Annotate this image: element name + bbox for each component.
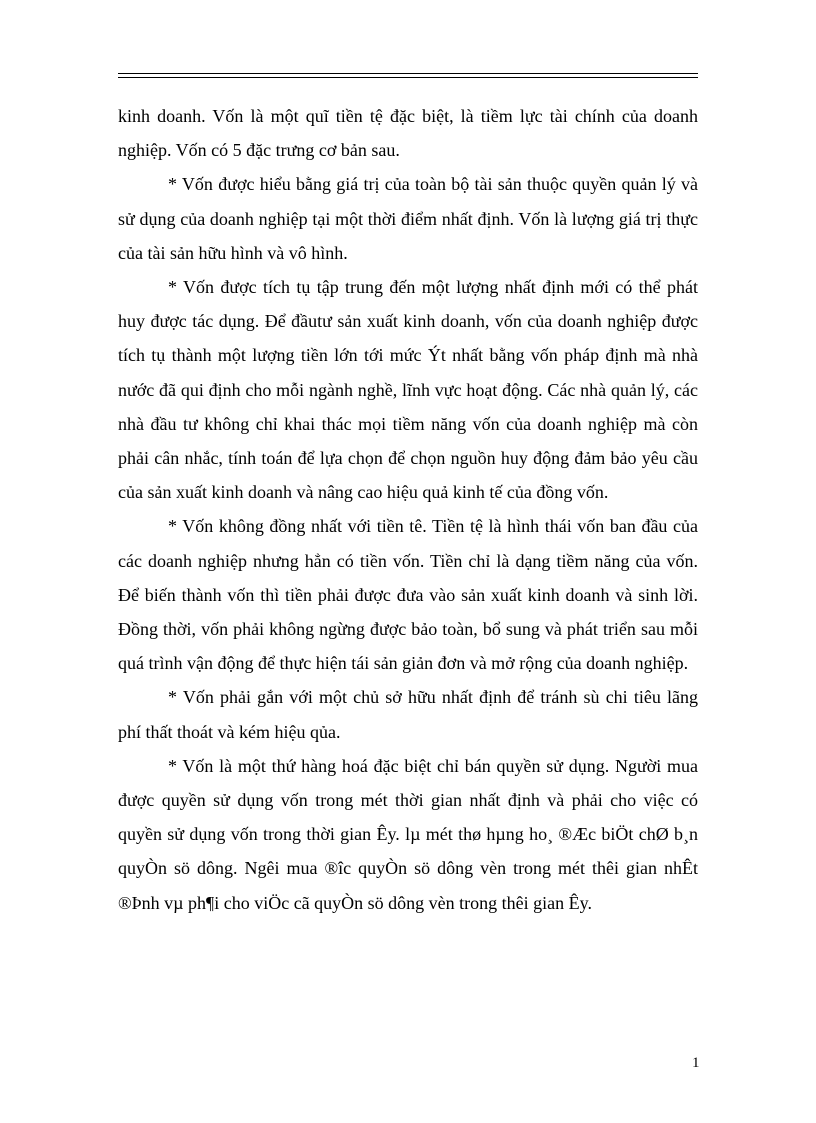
header-rule-top (118, 73, 698, 74)
paragraph-5: * Vốn phải gắn với một chủ sở hữu nhất định để tránh sù chi tiêu lãng phí thất thoát và kém hiệu qủa. (118, 687, 698, 742)
paragraph-4: * Vốn không đồng nhất với tiền tê. Tiền tệ là hình thái vốn ban đầu của các doanh nghiệp nhưng hẳn có tiền vốn. Tiền chỉ là dạng tiềm năng của vốn. Để biến thành vốn thì tiền phải được đưa vào sản xuất kinh doanh và sinh lời. Đồng thời, vốn phải không ngừng được bảo toàn, bổ sung và phát triển sau mỗi quá trình vận động để thực hiện tái sản giản đơn và mở rộng của doanh nghiệp. (118, 516, 698, 674)
paragraph-3: * Vốn được tích tụ tập trung đến một lượng nhất định mới có thể phát huy được tác dụng. Để đầutư sản xuất kinh doanh, vốn của doanh nghiệp được tích tụ thành một lượng tiền lớn tới mức Ýt nhất bằng vốn pháp định mà nhà nước đã qui định cho mỗi ngành nghề, lĩnh vực hoạt động. Các nhà quản lý, các nhà đầu tư không chỉ khai thác mọi tiềm năng vốn của doanh nghiệp mà còn phải cân nhắc, tính toán để lựa chọn để chọn nguồn huy động đảm bảo yêu cầu của sản xuất kinh doanh và nâng cao hiệu quả kinh tế của đồng vốn. (118, 277, 698, 503)
paragraph-6: * Vốn là một thứ hàng hoá đặc biệt chỉ bán quyền sử dụng. Người mua được quyền sử dụng vốn trong mét thời gian nhất định và phải cho việc có quyền sử dụng vốn trong thời gian Êy. lµ mét thø hµng ho¸ ®Æc biÖt chØ b¸n quyÒn sö dông. Ngêi mua ®îc quyÒn sö dông vèn trong mét thêi gian nhÊt ®Þnh vµ ph¶i cho viÖc cã quyÒn sö dông vèn trong thêi gian Êy. (118, 755, 698, 913)
paragraph-2: * Vốn được hiểu bằng giá trị của toàn bộ tài sản thuộc quyền quản lý và sử dụng của doanh nghiệp tại một thời điểm nhất định. Vốn là lượng giá trị thực của tài sản hữu hình và vô hình. (118, 174, 698, 263)
document-body (118, 99, 698, 920)
paragraph-1: kinh doanh. Vốn là một quĩ tiền tệ đặc biệt, là tiềm lực tài chính của doanh nghiệp. Vốn có 5 đặc trưng cơ bản sau. (118, 106, 698, 161)
header-rule-bottom (118, 77, 698, 78)
page-number: 1 (692, 1055, 700, 1071)
